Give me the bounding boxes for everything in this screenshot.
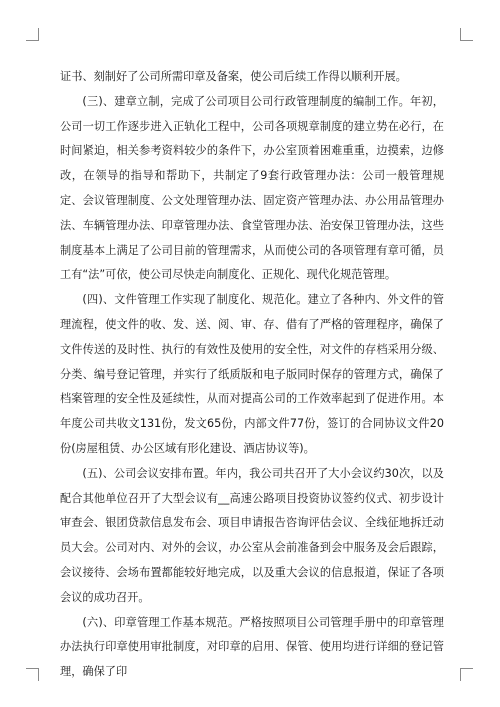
paragraph-section-6: (六)、印章管理工作基本规范。严格按照项目公司管理手册中的印章管理办法执行印章使用审批制度，对印章的启用、保管、使用均进行详细的登记管理，确保了印: [60, 615, 444, 679]
paragraph-continuation: 证书、刻制好了公司所需印章及备案，使公司后续工作得以顺利开展。: [60, 70, 407, 83]
paragraph-section-4: (四)、文件管理工作实现了制度化、规范化。建立了各种内、外文件的管理流程，使文件的收、发、送、阅、审、存、借有了严格的管理程序，确保了文件传送的及时性、执行的有效性及使用的安全性，对文件的存档采用分级、分类、编号登记管理，并实行了纸质版和电子版同时保存的管理方式，确保了档案管理的安全性及延续性，从而对提高公司的工作效率起到了促进作用。本年度公司共收文131份，发文65份，内部文件77份，签订的合同协议文件20份(房屋租赁、办公区域有形化建设、酒店协议等)。: [60, 293, 444, 455]
crop-mark-bottom-left: [26, 668, 39, 681]
document-body: [60, 65, 444, 685]
paragraph-section-5: (五)、公司会议安排布置。年内，我公司共召开了大小会议约30次，以及配合其他单位召开了大型会议有__高速公路项目投资协议签约仪式、初步设计审查会、银团贷款信息发布会、项目申请报告咨询评估会议、全线征地拆迁动员大会。公司对内、对外的会议，办公室从会前准备到会中服务及会后跟踪，会议接待、会场布置都能较好地完成，以及重大会议的信息报道，保证了各项会议的成功召开。: [60, 466, 444, 604]
paragraph-section-3: (三)、建章立制，完成了公司项目公司行政管理制度的编制工作。年初，公司一切工作逐步进入正轨化工程中，公司各项规章制度的建立势在必行，在时间紧迫，相关参考资料较少的条件下，办公室顶着困难重重，边摸索，边修改，在领导的指导和帮助下，共制定了9套行政管理办法：公司一般管理规定、会议管理制度、公文处理管理办法、固定资产管理办法、办公用品管理办法、车辆管理办法、印章管理办法、食堂管理办法、治安保卫管理办法，这些制度基本上满足了公司目前的管理需求，从而使公司的各项管理有章可循，员工有“法”可依，使公司尽快走向制度化、正规化、现代化规范管理。: [60, 94, 444, 282]
crop-mark-top-right: [460, 28, 473, 41]
crop-mark-bottom-right: [460, 668, 473, 681]
crop-mark-top-left: [26, 28, 39, 41]
